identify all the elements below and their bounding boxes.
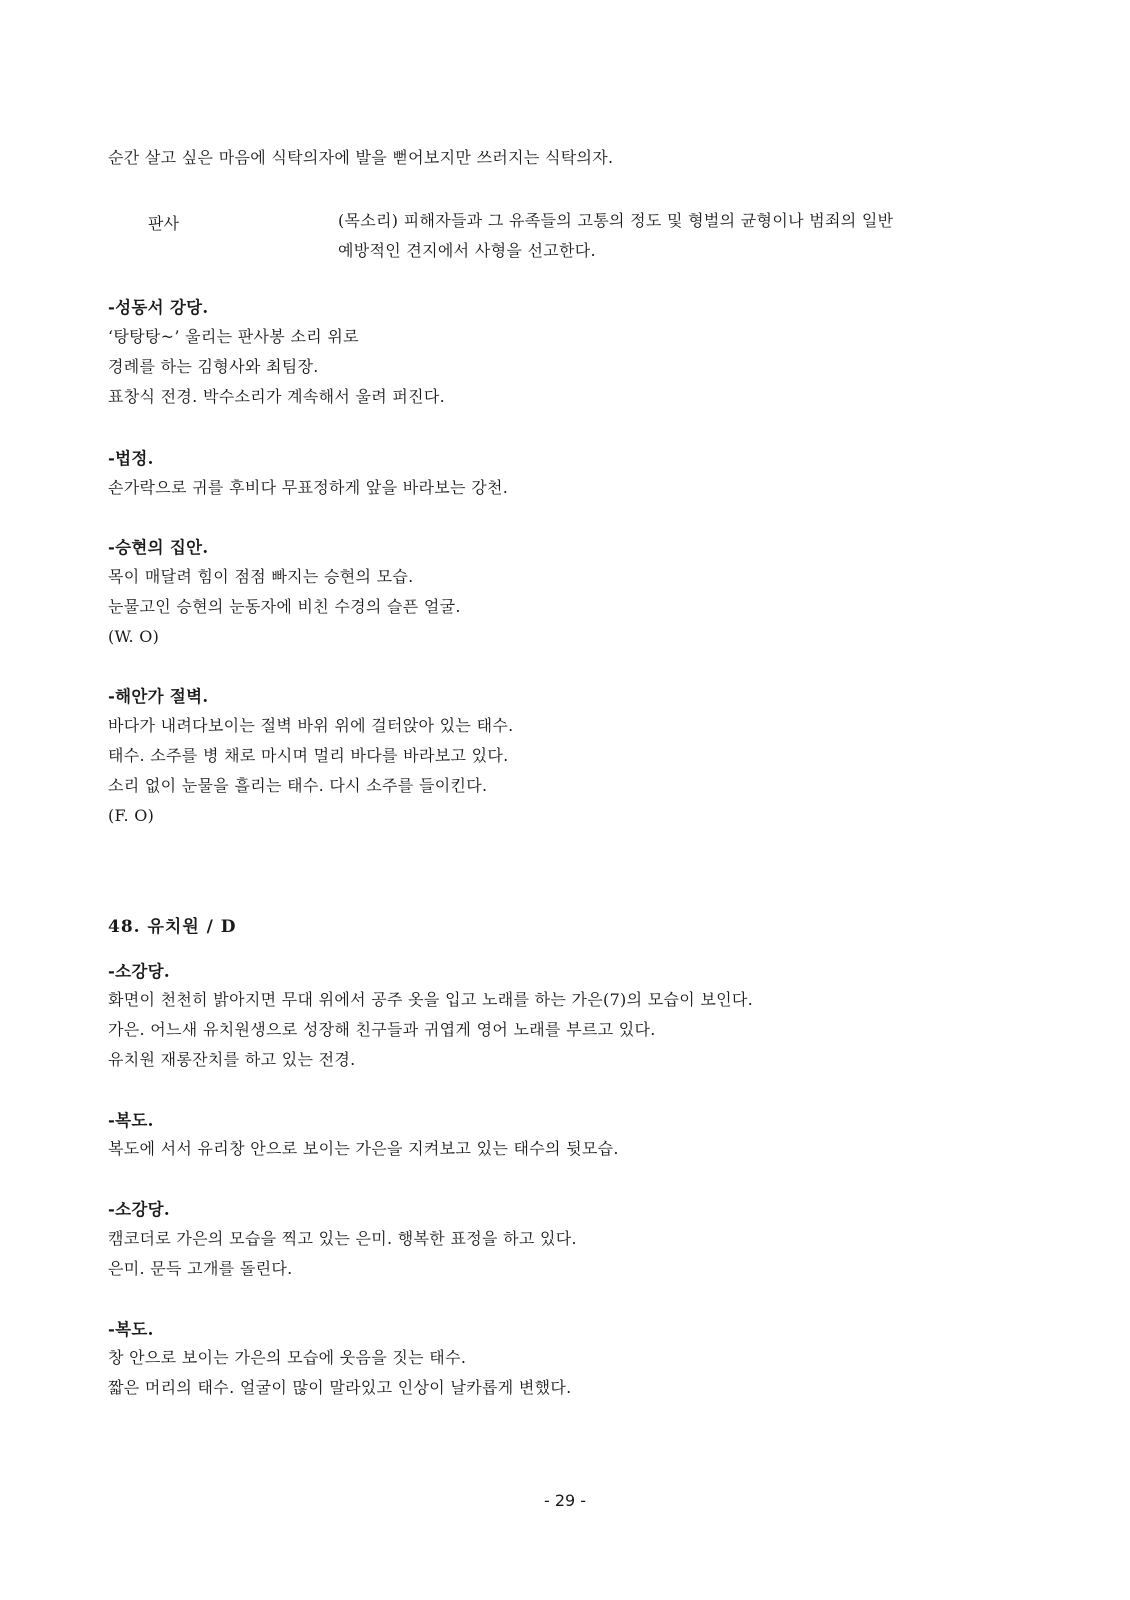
action-line: ‘탕탕탕~’ 울리는 판사봉 소리 위로 (108, 327, 359, 346)
action-line: 가은. 어느새 유치원생으로 성장해 친구들과 귀엽게 영어 노래를 부르고 있다. (108, 1020, 656, 1039)
sub-scene-heading: -소강당. (108, 962, 170, 981)
action-line: 화면이 천천히 밝아지면 무대 위에서 공주 옷을 입고 노래를 하는 가은(7)의 모습이 보인다. (108, 990, 754, 1009)
sub-scene-heading: -복도. (108, 1320, 154, 1339)
action-line: 경례를 하는 김형사와 최팀장. (108, 357, 319, 376)
action-line: 짧은 머리의 태수. 얼굴이 많이 말라있고 인상이 날카롭게 변했다. (108, 1378, 572, 1397)
action-line: 창 안으로 보이는 가은의 모습에 웃음을 짓는 태수. (108, 1348, 467, 1367)
action-line: 소리 없이 눈물을 흘리는 태수. 다시 소주를 들이킨다. (108, 776, 488, 795)
scene-heading: 48. 유치원 / D (108, 917, 237, 937)
action-line: 표창식 전경. 박수소리가 계속해서 울려 퍼진다. (108, 387, 446, 406)
transition-note: (W. O) (108, 627, 160, 646)
dialogue-line: (목소리) 피해자들과 그 유족들의 고통의 정도 및 형벌의 균형이나 범죄의 일반 (338, 211, 894, 230)
action-line: 복도에 서서 유리창 안으로 보이는 가은을 지켜보고 있는 태수의 뒷모습. (108, 1139, 619, 1158)
action-line: 눈물고인 승현의 눈동자에 비친 수경의 슬픈 얼굴. (108, 597, 461, 616)
action-line: 은미. 문득 고개를 돌린다. (108, 1259, 293, 1278)
action-line: 캠코더로 가은의 모습을 찍고 있는 은미. 행복한 표정을 하고 있다. (108, 1229, 577, 1248)
sub-scene-heading: -성동서 강당. (108, 298, 209, 317)
action-line: 손가락으로 귀를 후비다 무표정하게 앞을 바라보는 강천. (108, 478, 509, 497)
action-line: 순간 살고 싶은 마음에 식탁의자에 발을 뻗어보지만 쓰러지는 식탁의자. (108, 148, 614, 167)
action-line: 유치원 재롱잔치를 하고 있는 전경. (108, 1050, 356, 1069)
transition-note: (F. O) (108, 806, 155, 825)
sub-scene-heading: -해안가 절벽. (108, 687, 209, 706)
sub-scene-heading: -소강당. (108, 1200, 170, 1219)
action-line: 태수. 소주를 병 채로 마시며 멀리 바다를 바라보고 있다. (108, 746, 509, 765)
action-line: 바다가 내려다보이는 절벽 바위 위에 걸터앉아 있는 태수. (108, 716, 514, 735)
dialogue-line: 예방적인 견지에서 사형을 선고한다. (338, 241, 596, 260)
sub-scene-heading: -승현의 집안. (108, 538, 209, 557)
sub-scene-heading: -법정. (108, 449, 154, 468)
action-line: 목이 매달려 힘이 점점 빠지는 승현의 모습. (108, 567, 414, 586)
dialogue-speaker: 판사 (148, 214, 179, 233)
sub-scene-heading: -복도. (108, 1111, 154, 1130)
page-number: - 29 - (543, 1491, 587, 1510)
